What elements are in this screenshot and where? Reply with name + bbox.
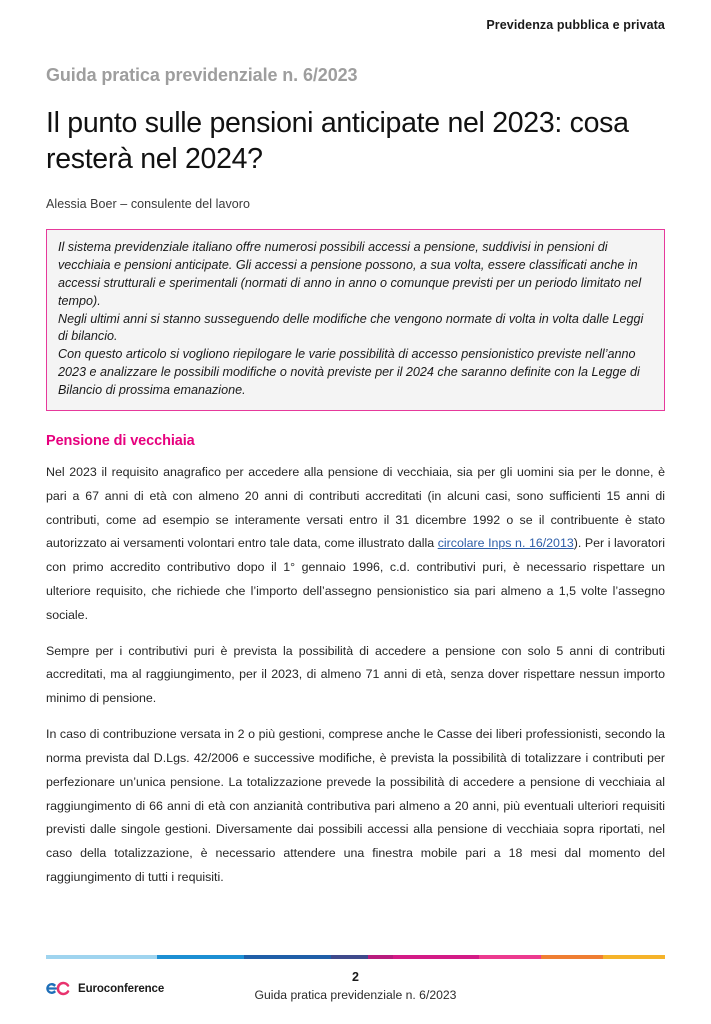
color-bar-segment-1 [157, 955, 244, 959]
body-paragraph: Sempre per i contributivi puri è prevista la possibilità di accedere a pensione con solo 5 anni di contributi accreditati, ma al raggiungimento, per il 2023, di almeno 71 anni di età, senza dover rispettare nessun importo minimo di pensione. [46, 643, 665, 706]
color-bar-segment-3 [331, 955, 368, 959]
brand-name: Euroconference [78, 982, 165, 995]
paragraph-text-before-link: Nel 2023 il requisito anagrafico per accedere alla pensione di vecchiaia, sia per gli uomini sia per le donne, è pari a 67 anni di età con almeno 20 anni di contributi accreditati (in alcuni casi, sono sufficienti 15 anni di contributi, come ad esempio se interamente versati entro il 31 dicembre 1992 o se il contribuente è stato autorizzato ai versamenti volontari entro tale data, come illustrato dalla [46, 464, 665, 551]
body-paragraph [46, 461, 665, 628]
section-heading-pensione-di-vecchiaia: Pensione di vecchiaia [46, 432, 195, 449]
color-bar-segment-5 [393, 955, 480, 959]
color-bar-segment-8 [603, 955, 665, 959]
brand-color-bar [46, 955, 665, 959]
running-head: Previdenza pubblica e privata [486, 18, 665, 32]
body-paragraph: In caso di contribuzione versata in 2 o più gestioni, comprese anche le Casse dei liberi professionisti, secondo la norma prevista dal D.Lgs. 42/2006 e successive modifiche, è prevista la possibilità di totalizzare i contributi per perfezionare un’unica pensione. La totalizzazione prevede la possibilità di accedere a pensione di vecchiaia al raggiungimento di 66 anni di età con anzianità contributiva pari almeno a 20 anni, più eventuali ulteriori requisiti previsti dalle singole gestioni. Diversamente dai possibili accessi alla pensione di vecchiaia sopra riportati, nel caso della totalizzazione, è necessario attendere una finestra mobile pari a 18 mesi dal momento del raggiungimento di tutti i requisiti. [46, 727, 665, 884]
color-bar-segment-2 [244, 955, 331, 959]
page-title: Il punto sulle pensioni anticipate nel 2023: cosa resterà nel 2024? [46, 107, 629, 176]
color-bar-segment-7 [541, 955, 603, 959]
page-number: 2 [352, 970, 359, 984]
abstract-paragraph: Con questo articolo si vogliono riepilogare le varie possibilità di accesso pensionistico previste nell’anno 2023 e analizzare le possibili modifiche o novità previste per il 2024 che saranno definite con la Legge di Bilancio di prossima emanazione. [58, 347, 640, 398]
page-footer [46, 955, 665, 1004]
author-byline: Alessia Boer – consulente del lavoro [46, 197, 251, 212]
color-bar-segment-6 [479, 955, 541, 959]
abstract-box [46, 229, 665, 411]
euroconference-logo-icon [46, 981, 72, 996]
abstract-paragraph: Il sistema previdenziale italiano offre numerosi possibili accessi a pensione, suddivisi in pensioni di vecchiaia e pensioni anticipate. Gli accessi a pensione possono, a sua volta, essere classificati anche in accessi strutturali e sperimentali (normati di anno in anno o comunque previsti per un periodo limitato nel tempo). [58, 240, 642, 308]
footer-caption: Guida pratica previdenziale n. 6/2023 [254, 987, 457, 1002]
circolare-inps-link[interactable]: circolare Inps n. 16/2013 [437, 536, 574, 551]
color-bar-segment-4 [368, 955, 393, 959]
brand-lockup [46, 981, 164, 996]
abstract-paragraph: Negli ultimi anni si stanno susseguendo delle modifiche che vengono normate di volta in volta dalle Leggi di bilancio. [58, 311, 644, 344]
footer-row [46, 970, 665, 1004]
paragraph-text-after-link: ). Per i lavoratori con primo accredito contributivo dopo il 1° gennaio 1996, c.d. contributivi puri, è necessario rispettare un ulteriore requisito, che richiede che l’importo dell’assegno pensionistico sia pari almeno a 1,5 volte l’assegno sociale. [46, 536, 665, 622]
color-bar-segment-0 [46, 955, 157, 959]
publication-kicker: Guida pratica previdenziale n. 6/2023 [46, 65, 358, 85]
